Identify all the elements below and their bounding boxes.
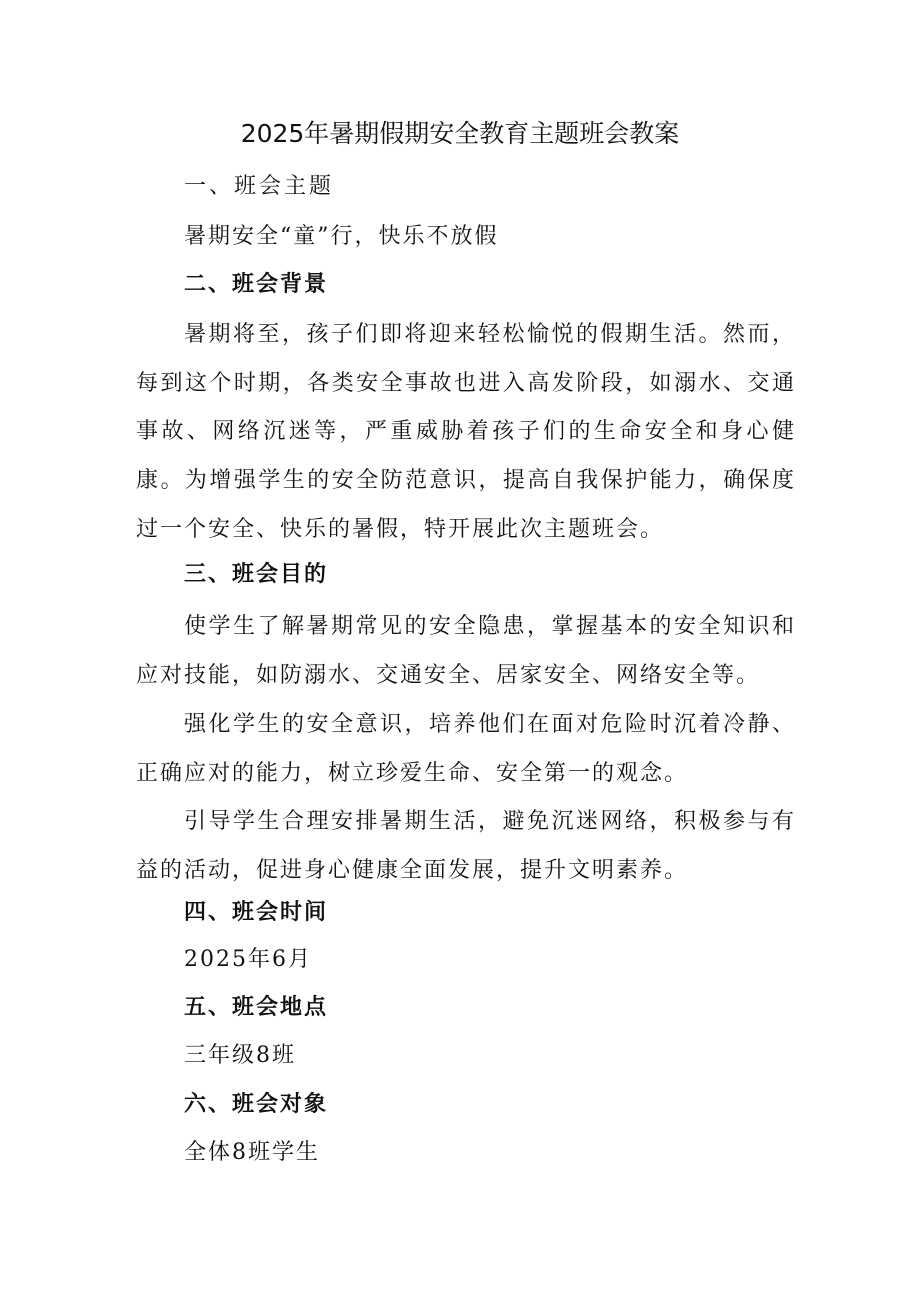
purpose-paragraph-1: 使学生了解暑期常见的安全隐患，掌握基本的安全知识和应对技能，如防溺水、交通安全、居家安全、网络安全等。 [136, 614, 796, 688]
section-heading-background: 二、班会背景 [184, 272, 329, 297]
audience-content: 全体8班学生 [184, 1140, 320, 1165]
section-heading-audience: 六、班会对象 [184, 1092, 329, 1117]
location-content: 三年级8班 [184, 1043, 296, 1068]
purpose-paragraph-3: 引导学生合理安排暑期生活，避免沉迷网络，积极参与有益的活动，促进身心健康全面发展，提升文明素养。 [136, 809, 796, 883]
section-heading-theme: 一、班会主题 [184, 174, 335, 199]
document-title: 2025年暑期假期安全教育主题班会教案 [240, 119, 680, 148]
time-content: 2025年6月 [184, 947, 312, 972]
purpose-paragraph-2: 强化学生的安全意识，培养他们在面对危险时沉着冷静、正确应对的能力，树立珍爱生命、安全第一的观念。 [136, 712, 796, 786]
section-heading-time: 四、班会时间 [184, 900, 329, 925]
section-heading-location: 五、班会地点 [184, 995, 329, 1020]
background-paragraph: 暑期将至，孩子们即将迎来轻松愉悦的假期生活。然而，每到这个时期，各类安全事故也进入高发阶段，如溺水、交通事故、网络沉迷等，严重威胁着孩子们的生命安全和身心健康。为增强学生的安全防范意识，提高自我保护能力，确保度过一个安全、快乐的暑假，特开展此次主题班会。 [136, 322, 796, 542]
theme-content: 暑期安全“童”行，快乐不放假 [184, 224, 499, 249]
section-heading-purpose: 三、班会目的 [184, 562, 329, 587]
